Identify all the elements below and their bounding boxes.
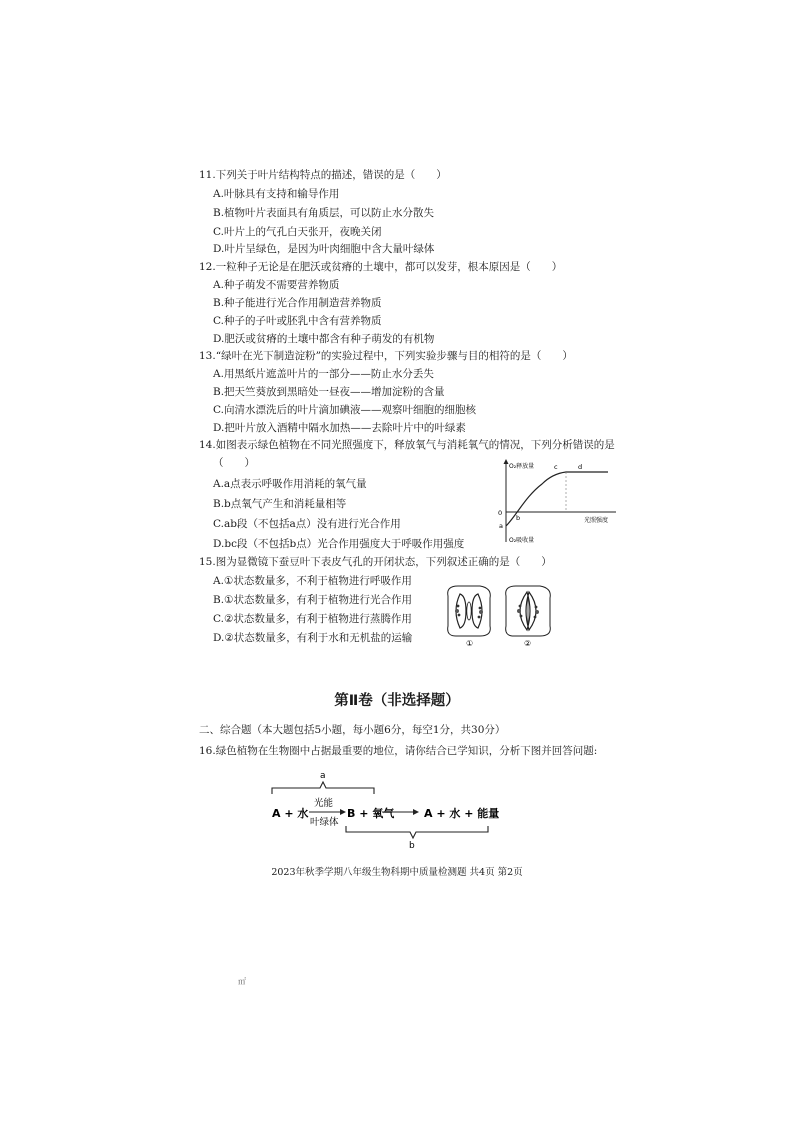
formula-label-a: a: [320, 771, 326, 781]
question-11-option-b: B.植物叶片表面具有角质层，可以防止水分散失: [213, 207, 435, 219]
question-14-stem: 14.如图表示绿色植物在不同光照强度下，释放氧气与消耗氧气的情况，下列分析错误的是: [199, 439, 615, 451]
graph-point-c: c: [554, 463, 558, 471]
question-12-stem: 12.一粒种子无论是在肥沃或贫瘠的土壤中，都可以发芽，根本原因是（ ）: [199, 261, 563, 273]
formula-arrow-1-head: [340, 809, 346, 815]
question-14-option-d: D.bc段（不包括b点）光合作用强度大于呼吸作用强度: [213, 538, 465, 550]
stoma-1-open: [448, 586, 491, 636]
question-13-option-d: D.把叶片放入酒精中隔水加热——去除叶片中的叶绿素: [213, 422, 466, 434]
question-12-option-b: B.种子能进行光合作用制造营养物质: [213, 297, 382, 309]
graph-y-top-label: O₂释放量: [509, 463, 535, 470]
graph-point-d: d: [578, 463, 583, 471]
formula-label-b: b: [409, 841, 415, 850]
question-12-option-d: D.肥沃或贫瘠的土壤中都含有种子萌发的有机物: [213, 333, 435, 345]
question-14-option-b: B.b点氧气产生和消耗量相等: [213, 498, 347, 510]
section-subtitle: 二、综合题（本大题包括5小题，每小题6分，每空1分，共30分）: [199, 724, 506, 736]
question-15-option-c: C.②状态数量多，有利于植物进行蒸腾作用: [213, 613, 412, 625]
page-footer: 2023年秋季学期八年级生物科期中质量检测题 共4页 第2页: [271, 867, 523, 878]
question-15-stem: 15.图为显微镜下蚕豆叶下表皮气孔的开闭状态，下列叙述正确的是（ ）: [199, 556, 552, 568]
stoma-1-label: ①: [466, 639, 474, 648]
question-15-option-d: D.②状态数量多，有利于水和无机盐的运输: [213, 632, 413, 644]
graph-point-b: b: [516, 514, 521, 522]
question-11-option-a: A.叶脉具有支持和输导作用: [213, 188, 340, 200]
question-15-option-b: B.①状态数量多，有利于植物进行光合作用: [213, 594, 412, 606]
formula-left: A + 水: [272, 807, 309, 820]
question-13-option-c: C.向清水漂洗后的叶片滴加碘液——观察叶细胞的细胞核: [213, 404, 476, 416]
formula-condition-bottom: 叶绿体: [310, 817, 339, 828]
graph-x-label: 光照强度: [584, 517, 609, 524]
question-14-option-a: A.a点表示呼吸作用消耗的氧气量: [213, 478, 367, 490]
brace-a: [272, 782, 374, 794]
graph-y-axis-arrow: [504, 459, 509, 464]
question-11-option-d: D.叶片呈绿色，是因为叶肉细胞中含大量叶绿体: [213, 243, 435, 255]
question-13-option-b: B.把天竺葵放到黑暗处一昼夜——增加淀粉的含量: [213, 386, 445, 398]
formula-middle: B + 氧气: [347, 807, 395, 820]
photosynthesis-respiration-diagram: [262, 768, 502, 850]
question-12-option-c: C.种子的子叶或胚乳中含有营养物质: [213, 315, 382, 327]
oxygen-light-graph: [490, 456, 620, 546]
question-12-option-a: A.种子萌发不需要营养物质: [213, 279, 340, 291]
graph-origin-label: 0: [498, 509, 503, 517]
question-16-stem: 16.绿色植物在生物圈中占据最重要的地位，请你结合已学知识，分析下图并回答问题:: [199, 745, 598, 757]
question-14-option-c: C.ab段（不包括a点）没有进行光合作用: [213, 518, 401, 530]
question-15-option-a: A.①状态数量多，不利于植物进行呼吸作用: [213, 575, 412, 587]
question-13-stem: 13.“绿叶在光下制造淀粉”的实验过程中，下列实验步骤与目的相符的是（ ）: [199, 350, 573, 362]
formula-arrow-2-head: [413, 809, 419, 815]
stomata-diagram: [440, 582, 560, 648]
corner-mark: ㎡: [238, 977, 246, 986]
graph-y-bottom-label: O₂吸收量: [509, 537, 535, 544]
question-11-stem: 11.下列关于叶片结构特点的描述，错误的是（ ）: [199, 169, 447, 181]
formula-right: A + 水 + 能量: [424, 807, 500, 820]
brace-b: [346, 826, 488, 838]
section-title: 第Ⅱ卷（非选择题）: [334, 693, 460, 709]
question-11-option-c: C.叶片上的气孔白天张开，夜晚关闭: [213, 226, 382, 238]
graph-point-a: a: [499, 522, 503, 530]
formula-condition-top: 光能: [314, 798, 334, 809]
stoma-2-label: ②: [524, 639, 532, 648]
question-14-stem-bracket: （ ）: [213, 457, 255, 469]
question-13-option-a: A.用黑纸片遮盖叶片的一部分——防止水分丢失: [213, 368, 434, 380]
stoma-2-closed: [506, 586, 551, 636]
